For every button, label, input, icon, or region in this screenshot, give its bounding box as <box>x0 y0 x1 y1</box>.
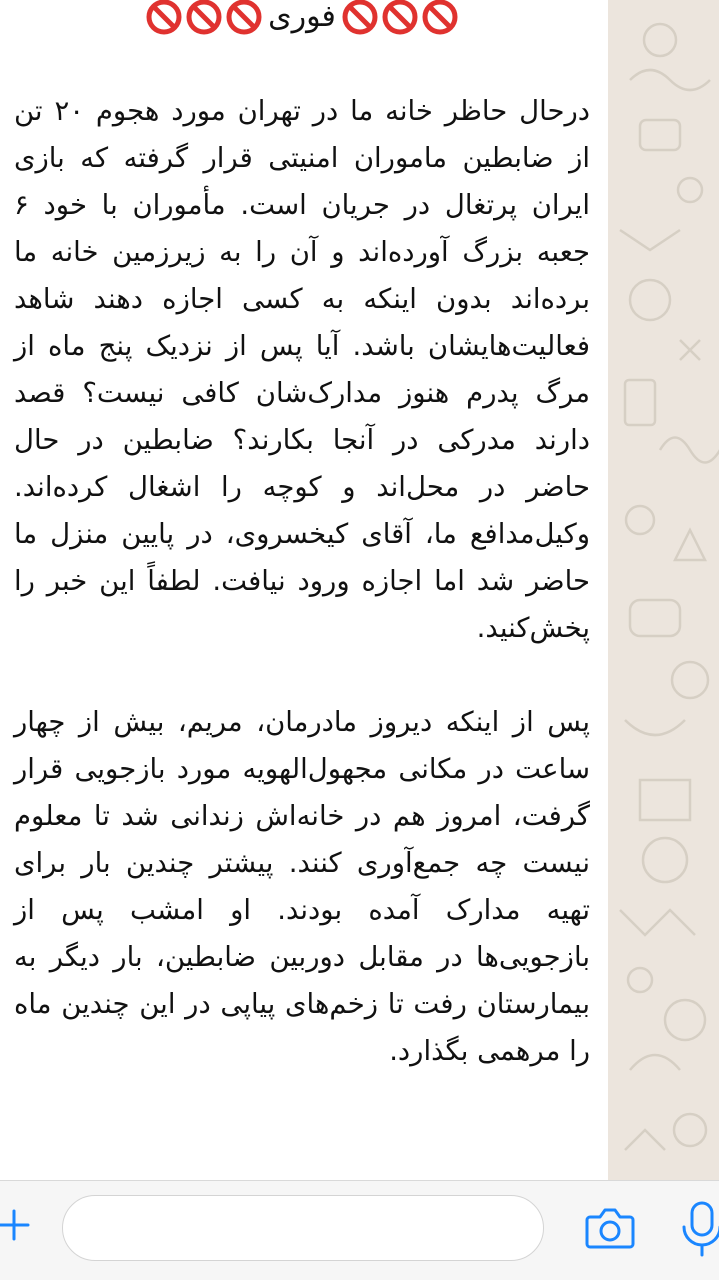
message-paragraph-1: درحال حاظر خانه ما در تهران مورد هجوم ۲۰ تن از ضابطین ماموران امنیتی قرار گرفته که بازی ایران پرتغال در جریان است. مأموران با خود ۶ جعبه بزرگ آورده‌اند و آن را به زیرزمین خانه ما برده‌اند بدون اینکه به کسی اجازه دهند شاهد فعالیت‌هایشان باشد. آیا پس از نزدیک پنج ماه از مرگ پدرم هنوز مدارک‌شان کافی نیست؟ قصد دارند مدرکی در آنجا بکارند؟ ضابطین در حال حاضر در محل‌اند و کوچه را اشغال کرده‌اند. وکیل‌مدافع ما، آقای کیخسروی، در پایین منزل ما حاضر شد اما اجازه ورود نیافت. لطفاً این خبر را پخش‌کنید. <box>14 95 590 644</box>
no-entry-icon <box>382 0 418 35</box>
urgent-label: فوری <box>268 0 336 34</box>
camera-icon <box>584 1205 636 1251</box>
message-input[interactable] <box>62 1195 544 1261</box>
microphone-icon <box>680 1199 719 1257</box>
microphone-button[interactable] <box>680 1199 719 1257</box>
attach-button[interactable] <box>0 1203 34 1247</box>
no-entry-icon <box>186 0 222 35</box>
no-entry-icon <box>146 0 182 35</box>
plus-icon <box>0 1207 32 1243</box>
message-paragraph-2: پس از اینکه دیروز مادرمان، مریم، بیش از چهار ساعت در مکانی مجهول‌الهویه مورد بازجویی قرار گرفت، امروز هم در خانه‌اش زندانی شد تا معلوم نیست چه جمع‌آوری کنند. پیشتر چندین بار برای تهیه مدارک آمده بودند. او امشب پس از بازجویی‌ها در مقابل دوربین ضابطین، بار دیگر به بیمارستان رفت تا زخم‌های پیاپی در این چندین ماه را مرهمی بگذارد. <box>14 706 590 1067</box>
camera-button[interactable] <box>584 1205 636 1251</box>
no-entry-icon <box>422 0 458 35</box>
message-header <box>14 0 590 38</box>
no-entry-icon <box>226 0 262 35</box>
composer-bar <box>0 1180 719 1280</box>
no-entry-icon <box>342 0 378 35</box>
